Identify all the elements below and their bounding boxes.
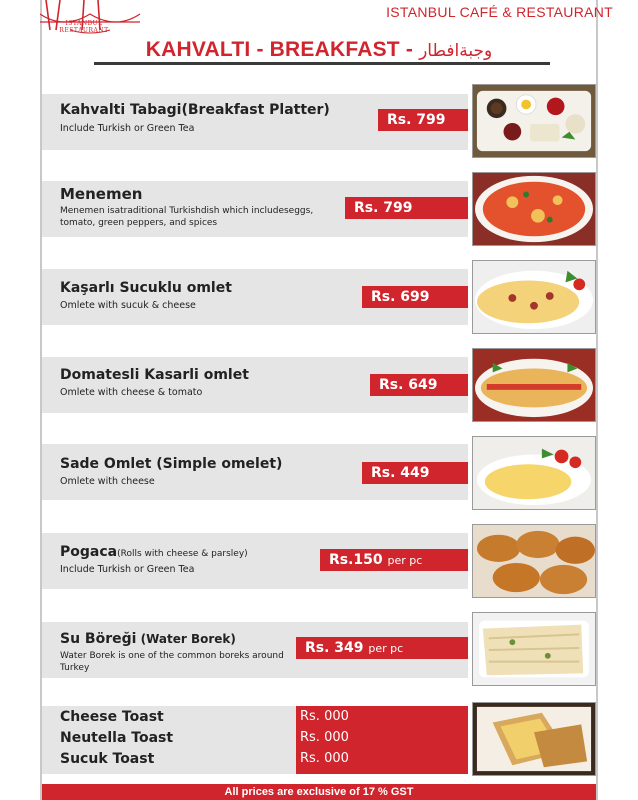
price-disclaimer: All prices are exclusive of 17 % GST — [42, 784, 596, 800]
item-name: Menemen — [60, 185, 143, 203]
price-tag: Rs. 000 — [300, 730, 349, 745]
page-title — [0, 38, 638, 62]
logo-text: ISTANBUL RESTAURANT — [59, 20, 109, 34]
price-tag: Rs. 349 per pc — [296, 637, 468, 659]
item-name: Sade Omlet (Simple omelet) — [60, 456, 283, 472]
item-name: Domatesli Kasarli omlet — [60, 367, 249, 383]
price-tag: Rs. 799 — [345, 197, 468, 219]
item-name: Kahvalti Tabagi(Breakfast Platter) — [60, 102, 330, 118]
pogaca-photo — [472, 524, 596, 598]
item-name: Sucuk Toast — [60, 751, 155, 767]
price-tag: Rs.150 per pc — [320, 549, 468, 571]
item-description: Omlete with cheese & tomato — [60, 387, 203, 398]
breakfast-platter-photo — [472, 84, 596, 158]
item-name: Kaşarlı Sucuklu omlet — [60, 280, 232, 296]
item-description: Omlete with sucuk & cheese — [60, 300, 196, 311]
item-description: Omlete with cheese — [60, 476, 155, 487]
item-name: Neutella Toast — [60, 730, 174, 746]
menemen-photo — [472, 172, 596, 246]
item-name: Pogaca(Rolls with cheese & parsley) — [60, 544, 248, 560]
item-description: Include Turkish or Green Tea — [60, 564, 195, 575]
price-tag: Rs. 449 — [362, 462, 468, 484]
restaurant-name: ISTANBUL CAFÉ & RESTAURANT — [386, 4, 613, 20]
su-boregi-photo — [472, 612, 596, 686]
item-name: Cheese Toast — [60, 709, 164, 725]
price-tag: Rs. 000 — [300, 709, 349, 724]
title-main: KAHVALTI - BREAKFAST - — [145, 38, 420, 61]
price-tag: Rs. 799 — [378, 109, 468, 131]
tomato-omelet-photo — [472, 348, 596, 422]
item-description: Menemen isatraditional Turkishdish which includeseggs, tomato, green peppers, and spices — [60, 206, 314, 228]
price-tag: Rs. 000 — [300, 751, 349, 766]
item-description: Water Borek is one of the common boreks around Turkey — [60, 651, 284, 673]
simple-omelet-photo — [472, 436, 596, 510]
price-tag: Rs. 699 — [362, 286, 468, 308]
sucuk-omelet-photo — [472, 260, 596, 334]
item-description: Include Turkish or Green Tea — [60, 123, 195, 134]
title-arabic: وجبةافطار — [419, 41, 493, 61]
title-underline — [94, 62, 550, 65]
toast-photo — [472, 702, 596, 776]
right-frame-line — [596, 0, 598, 800]
item-name: Su Böreği (Water Borek) — [60, 631, 236, 647]
price-tag: Rs. 649 — [370, 374, 468, 396]
